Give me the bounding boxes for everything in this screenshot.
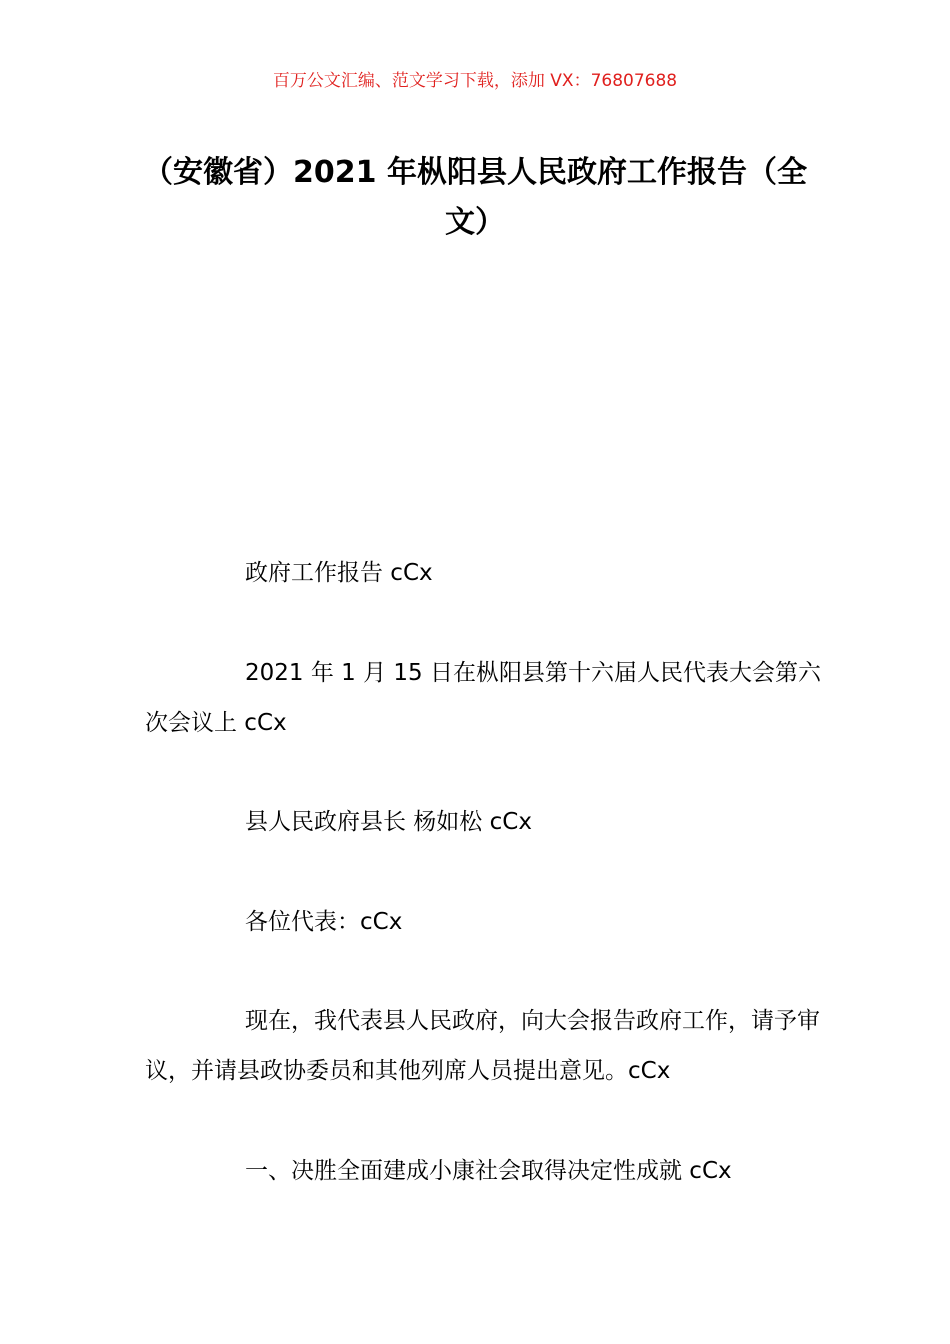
paragraph-meeting-info: 2021 年 1 月 15 日在枞阳县第十六届人民代表大会第六次会议上 cCx	[145, 660, 821, 736]
paragraph-report-label: 政府工作报告 cCx	[245, 560, 433, 586]
section-heading-1: 一、决胜全面建成小康社会取得决定性成就 cCx	[245, 1158, 732, 1184]
header-note: 百万公文汇编、范文学习下载，添加 VX：76807688	[272, 71, 678, 91]
paragraph-speaker: 县人民政府县长 杨如松 cCx	[245, 809, 532, 835]
document-title: （安徽省）2021 年枞阳县人民政府工作报告（全文）	[143, 155, 807, 240]
paragraph-greeting: 各位代表：cCx	[245, 909, 403, 935]
paragraph-intro: 现在，我代表县人民政府，向大会报告政府工作，请予审议，并请县政协委员和其他列席人员提出意见。cCx	[145, 1008, 820, 1084]
